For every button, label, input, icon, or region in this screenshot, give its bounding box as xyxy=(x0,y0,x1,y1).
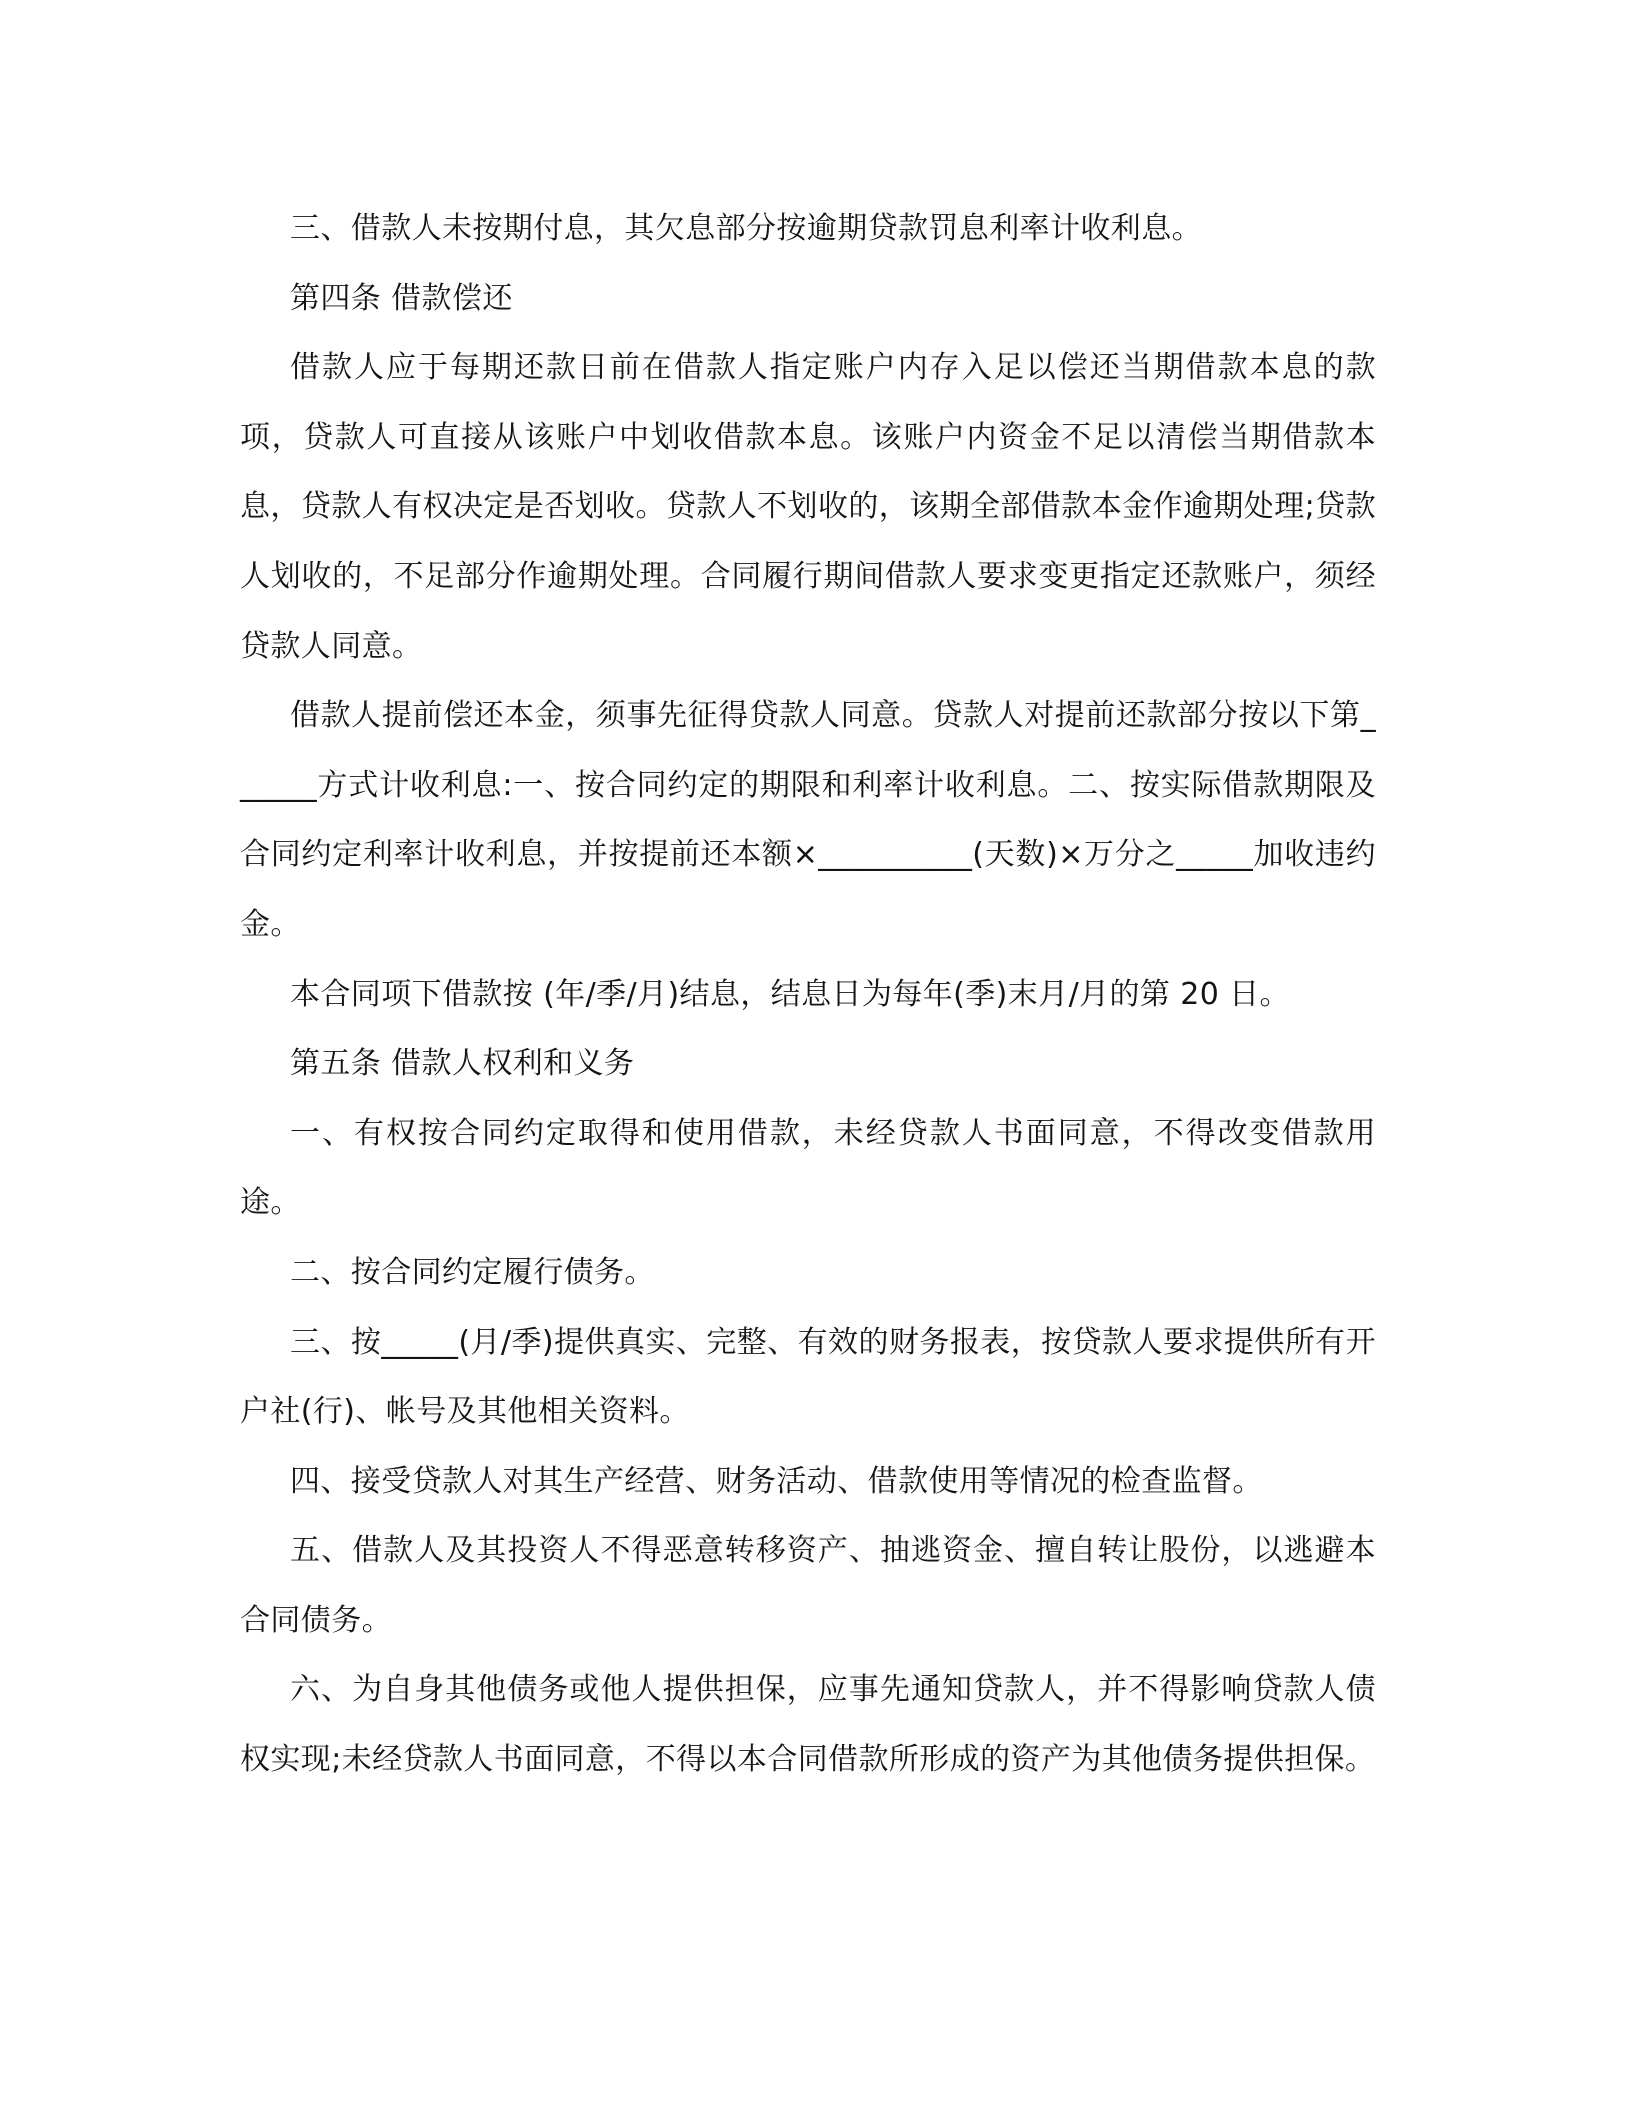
borrower-duty-five: 五、借款人及其投资人不得恶意转移资产、抽逃资金、擅自转让股份，以逃避本合同债务。 xyxy=(240,1533,1376,1638)
borrower-duty-two: 二、按合同约定履行债务。 xyxy=(290,1254,655,1290)
borrower-duty-three: 三、按_____(月/季)提供真实、完整、有效的财务报表，按贷款人要求提供所有开户社(行)、帐号及其他相关资料。 xyxy=(240,1324,1376,1430)
borrower-duty-four: 四、接受贷款人对其生产经营、财务活动、借款使用等情况的检查监督。 xyxy=(290,1463,1263,1499)
early-repayment-paragraph: 借款人提前偿还本金，须事先征得贷款人同意。贷款人对提前还款部分按以下第______方式计收利息:一、按合同约定的期限和利率计收利息。二、按实际借款期限及合同约定利率计收利息，并按提前还本额×__________(天数)×万分之_____加收违约金。 xyxy=(240,698,1376,942)
borrower-right-one: 一、有权按合同约定取得和使用借款，未经贷款人书面同意，不得改变借款用途。 xyxy=(240,1115,1376,1221)
borrower-duty-six: 六、为自身其他债务或他人提供担保，应事先通知贷款人，并不得影响贷款人债权实现;未经贷款人书面同意，不得以本合同借款所形成的资产为其他债务提供担保。 xyxy=(240,1672,1376,1778)
article-five-heading: 第五条 借款人权利和义务 xyxy=(290,1046,635,1082)
clause-overdue-interest: 三、借款人未按期付息，其欠息部分按逾期贷款罚息利率计收利息。 xyxy=(290,211,1202,246)
document-body xyxy=(240,194,1376,1795)
article-four-heading: 第四条 借款偿还 xyxy=(290,280,513,316)
interest-settlement-paragraph: 本合同项下借款按 (年/季/月)结息，结息日为每年(季)末月/月的第 20 日。 xyxy=(290,976,1290,1012)
repayment-account-paragraph: 借款人应于每期还款日前在借款人指定账户内存入足以偿还当期借款本息的款项，贷款人可直接从该账户中划收借款本息。该账户内资金不足以清偿当期借款本息，贷款人有权决定是否划收。贷款人不划收的，该期全部借款本金作逾期处理;贷款人划收的，不足部分作逾期处理。合同履行期间借款人要求变更指定还款账户，须经贷款人同意。 xyxy=(240,350,1376,664)
